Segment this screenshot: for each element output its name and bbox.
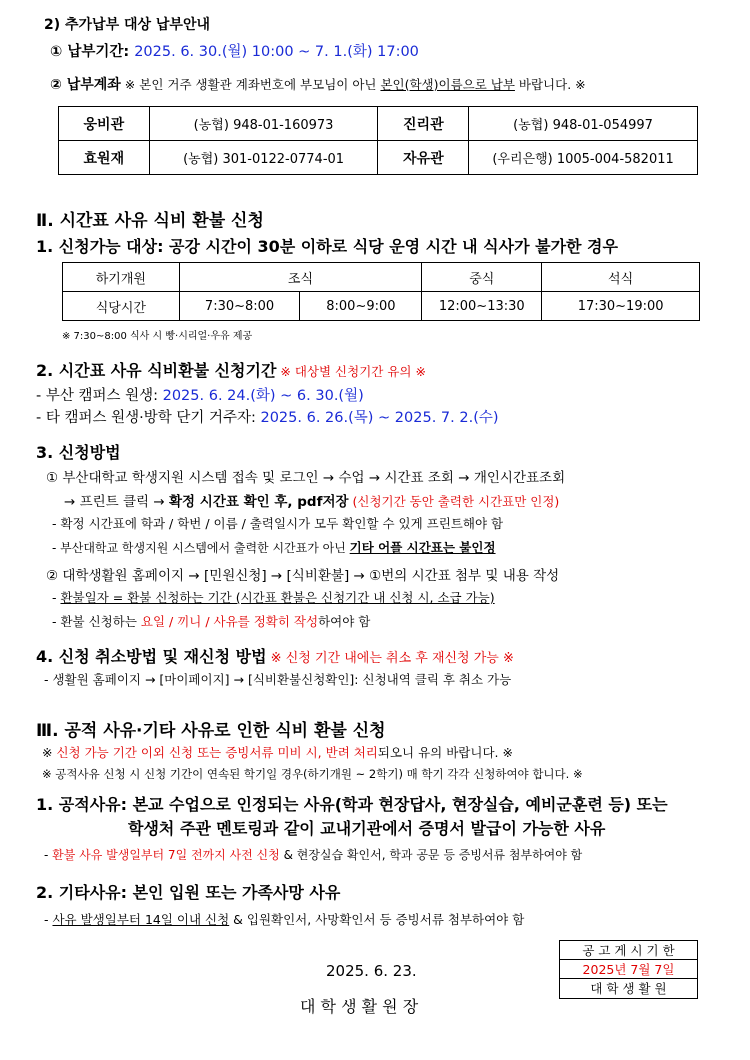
table-row: [59, 107, 698, 141]
part2-q1: 1. 신청가능 대상: 공강 시간이 30분 이하로 식당 운영 시간 내 식사가 불가한 경우: [36, 237, 618, 256]
posting-period-issuer: 대 학 생 활 원: [590, 981, 667, 996]
meal-time: 8:00~9:00: [300, 292, 422, 321]
account-number: (우리은행) 1005-004-582011: [469, 141, 698, 175]
method-note-3: - 환불일자 = 환불 신청하는 기간 (시간표 환불은 신청기간 내 신청 시, 소급 가능): [52, 590, 495, 605]
part2-q3-title: 3. 신청방법: [36, 443, 121, 462]
part3-q1-line2: 학생처 주관 멘토링과 같이 교내기관에서 증명서 발급이 가능한 사유: [128, 819, 606, 838]
cancel-method: - 생활원 홈페이지 → [마이페이지] → [식비환불신청확인]: 신청내역 클릭 후 취소 가능: [44, 672, 512, 687]
meal-lunch: 중식: [422, 263, 542, 292]
table-row: [63, 292, 700, 321]
table-row: [63, 263, 700, 292]
meal-time-table: [62, 262, 700, 321]
dorm-name: 효원재: [59, 141, 150, 175]
part3-note-1: ※ 신청 가능 기간 이외 신청 또는 증빙서류 미비 시, 반려 처리되오니 유의 바랍니다. ※: [42, 745, 513, 760]
part3-note-2: ※ 공적사유 신청 시 신청 기간이 연속된 학기일 경우(하기개원 ~ 2학기) 매 학기 각각 신청하여야 합니다. ※: [42, 767, 583, 781]
posting-period-title: 공 고 게 시 기 한: [560, 941, 697, 960]
bank-account-table: [58, 106, 698, 175]
method-step-2: ② 대학생활원 홈페이지 → [민원신청] → [식비환불] → ①번의 시간표 첨부 및 내용 작성: [46, 568, 560, 584]
method-step-1: ① 부산대학교 학생지원 시스템 접속 및 로그인 → 수업 → 시간표 조회 → 개인시간표조회: [46, 470, 566, 486]
method-step-1-cont: → 프린트 클릭 → 확정 시간표 확인 후, pdf저장 (신청기간 동안 출력한 시간표만 인정): [64, 494, 560, 510]
part2-q4-title: 4. 신청 취소방법 및 재신청 방법 ※ 신청 기간 내에는 취소 후 재신청 가능 ※: [36, 647, 514, 666]
period-busan: - 부산 캠퍼스 원생: 2025. 6. 24.(화) ~ 6. 30.(월): [36, 388, 364, 404]
part3-q1-line1: 1. 공적사유: 본교 수업으로 인정되는 사유(학과 현장답사, 현장실습, 예비군훈련 등) 또는: [36, 795, 668, 814]
account-number: (농협) 948-01-054997: [469, 107, 698, 141]
sec2-title: 2) 추가납부 대상 납부안내: [44, 17, 211, 33]
period-other: - 타 캠퍼스 원생·방학 단기 거주자: 2025. 6. 26.(목) ~ 2025. 7. 2.(수): [36, 410, 499, 426]
part3-heading: Ⅲ. 공적 사유·기타 사유로 인한 식비 환불 신청: [36, 721, 386, 741]
issuer-name: 대 학 생 활 원 장: [300, 997, 419, 1016]
posting-period-box: [559, 940, 698, 999]
meal-row-label: 식당시간: [63, 292, 180, 321]
payment-account-line: ② 납부계좌 ※ 본인 거주 생활관 계좌번호에 부모님이 아닌 본인(학생)이름으로 납부 바랍니다. ※: [50, 77, 586, 93]
dorm-name: 웅비관: [59, 107, 150, 141]
account-number: (농협) 301-0122-0774-01: [149, 141, 378, 175]
posting-period-date: 2025년 7월 7일: [560, 960, 697, 979]
method-note-2: - 부산대학교 학생지원 시스템에서 출력한 시간표가 아닌 기타 어플 시간표는 불인정: [52, 540, 496, 555]
meal-note: ※ 7:30~8:00 식사 시 빵·시리얼·우유 제공: [62, 331, 253, 342]
meal-time: 17:30~19:00: [542, 292, 700, 321]
meal-time: 12:00~13:30: [422, 292, 542, 321]
part3-q2-note: - 사유 발생일부터 14일 이내 신청 & 입원확인서, 사망확인서 등 증빙서류 첨부하여야 함: [44, 912, 525, 927]
part3-q1-note: - 환불 사유 발생일부터 7일 전까지 사전 신청 & 현장실습 확인서, 학과 공문 등 증빙서류 첨부하여야 함: [44, 848, 583, 862]
dorm-name: 진리관: [378, 107, 469, 141]
account-number: (농협) 948-01-160973: [149, 107, 378, 141]
issue-date: 2025. 6. 23.: [326, 962, 417, 980]
part2-q2-title: 2. 시간표 사유 식비환불 신청기간 ※ 대상별 신청기간 유의 ※: [36, 361, 426, 380]
part2-heading: Ⅱ. 시간표 사유 식비 환불 신청: [36, 211, 264, 231]
method-note-1: - 확정 시간표에 학과 / 학번 / 이름 / 출력일시가 모두 확인할 수 있게 프린트해야 함: [52, 516, 504, 531]
meal-dinner: 석식: [542, 263, 700, 292]
table-row: [59, 141, 698, 175]
method-note-4: - 환불 신청하는 요일 / 끼니 / 사유를 정확히 작성하여야 함: [52, 614, 371, 629]
payment-period: ① 납부기간: 2025. 6. 30.(월) 10:00 ~ 7. 1.(화) 17:00: [50, 44, 419, 60]
dorm-name: 자유관: [378, 141, 469, 175]
part3-q2-title: 2. 기타사유: 본인 입원 또는 가족사망 사유: [36, 883, 341, 902]
meal-time: 7:30~8:00: [179, 292, 300, 321]
meal-row-label: 하기개원: [63, 263, 180, 292]
meal-breakfast: 조식: [179, 263, 422, 292]
